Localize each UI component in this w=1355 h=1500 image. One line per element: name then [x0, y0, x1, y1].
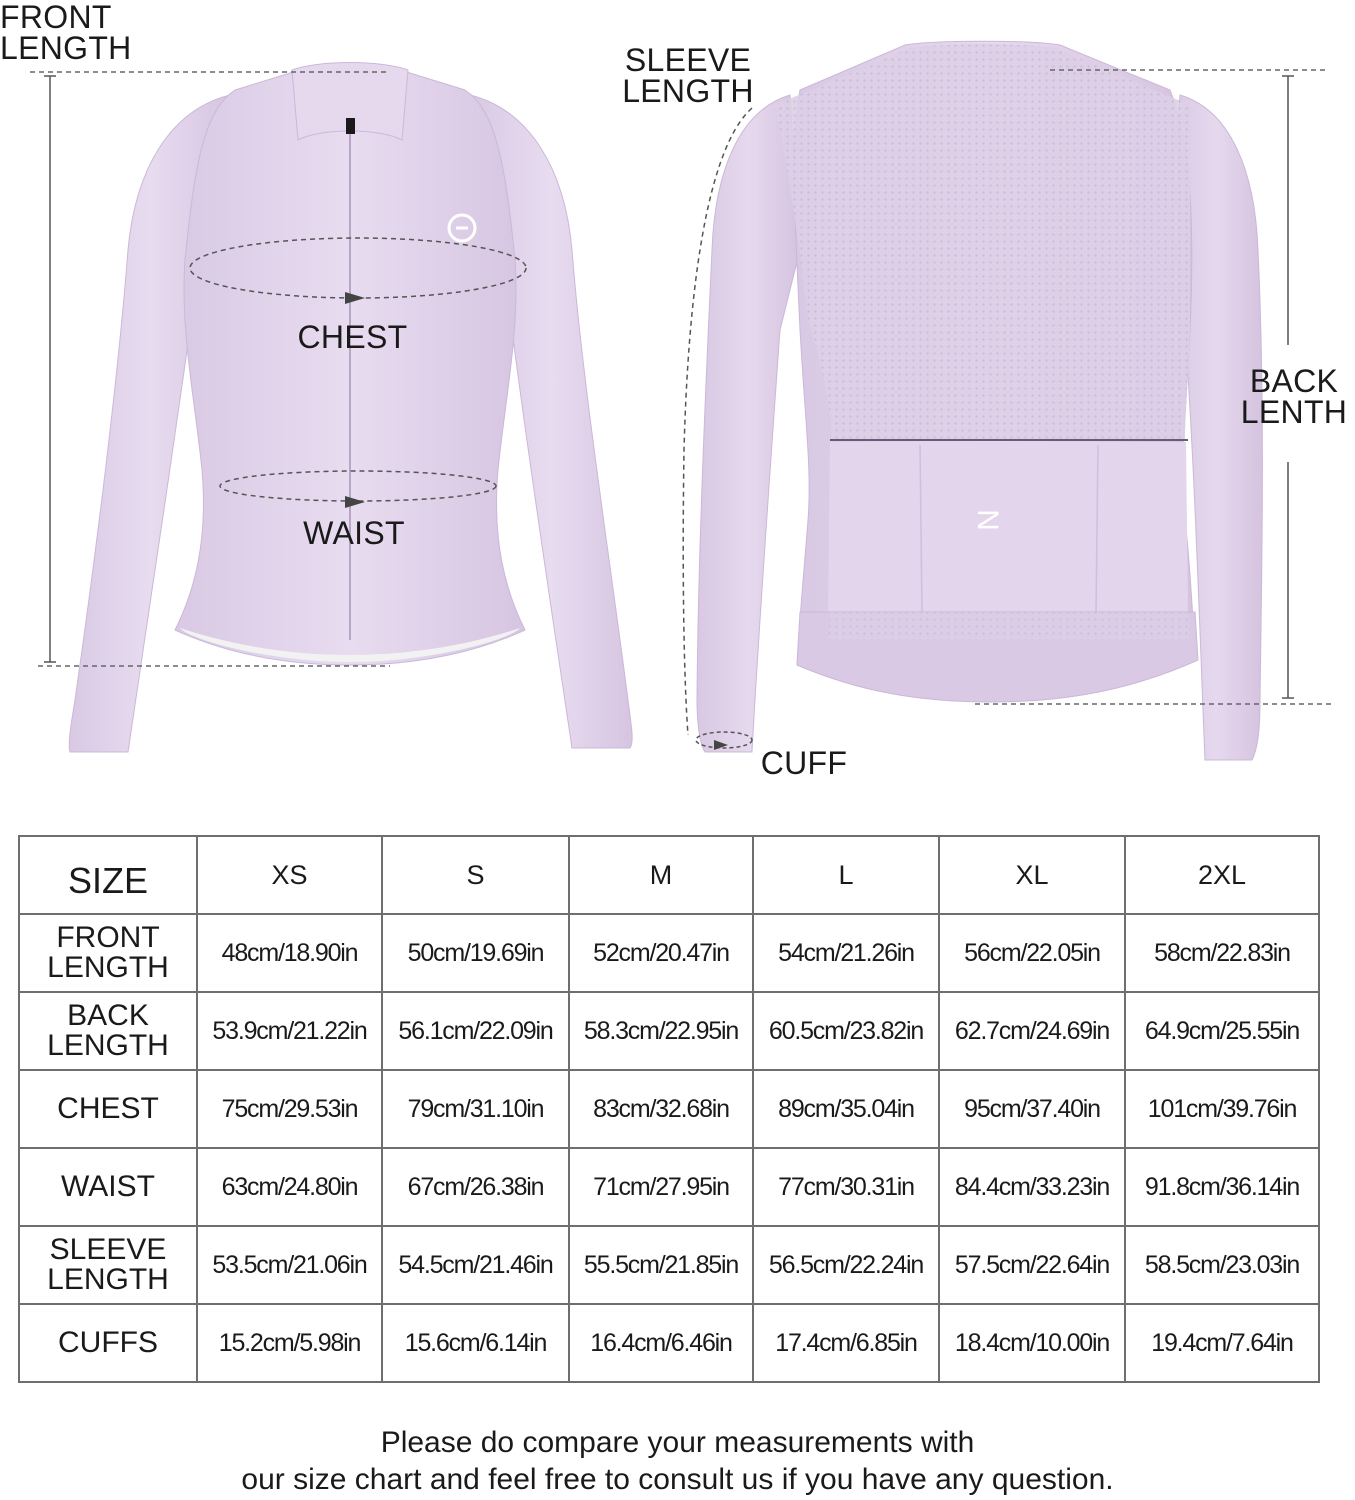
table-row	[19, 1226, 1319, 1304]
measurement-value-cell: 48cm/18.90in	[197, 914, 382, 992]
measurement-value-cell: 57.5cm/22.64in	[939, 1226, 1125, 1304]
back-length-label: BACK LENTH	[1240, 363, 1348, 430]
measurement-value-cell: 71cm/27.95in	[569, 1148, 753, 1226]
measurement-value-cell: 58cm/22.83in	[1125, 914, 1319, 992]
measurement-value-cell: 58.3cm/22.95in	[569, 992, 753, 1070]
measurement-value-cell: 56.1cm/22.09in	[382, 992, 569, 1070]
measurement-value-cell: 52cm/20.47in	[569, 914, 753, 992]
measurement-name-cell: SLEEVE LENGTH	[19, 1226, 197, 1304]
measurement-value-cell: 77cm/30.31in	[753, 1148, 939, 1226]
measurement-value-cell: 91.8cm/36.14in	[1125, 1148, 1319, 1226]
waist-label: WAIST	[303, 515, 405, 551]
measurement-value-cell: 83cm/32.68in	[569, 1070, 753, 1148]
measurement-value-cell: 50cm/19.69in	[382, 914, 569, 992]
chest-label: CHEST	[297, 319, 408, 355]
size-column-header: M	[569, 836, 753, 914]
table-row	[19, 1070, 1319, 1148]
measurement-value-cell: 63cm/24.80in	[197, 1148, 382, 1226]
measurement-value-cell: 17.4cm/6.85in	[753, 1304, 939, 1382]
size-column-header: 2XL	[1125, 836, 1319, 914]
table-row	[19, 1148, 1319, 1226]
measurement-value-cell: 53.5cm/21.06in	[197, 1226, 382, 1304]
measurement-value-cell: 54cm/21.26in	[753, 914, 939, 992]
note-line: Please do compare your measurements with	[380, 1426, 975, 1459]
measurement-name-cell: CHEST	[19, 1070, 197, 1148]
size-chart-table	[18, 835, 1320, 1383]
measurement-value-cell: 16.4cm/6.46in	[569, 1304, 753, 1382]
size-column-header: XS	[197, 836, 382, 914]
measurement-value-cell: 53.9cm/21.22in	[197, 992, 382, 1070]
measurement-value-cell: 101cm/39.76in	[1125, 1070, 1319, 1148]
measurement-value-cell: 55.5cm/21.85in	[569, 1226, 753, 1304]
measurement-name-cell: CUFFS	[19, 1304, 197, 1382]
measurement-value-cell: 62.7cm/24.69in	[939, 992, 1125, 1070]
measurement-value-cell: 75cm/29.53in	[197, 1070, 382, 1148]
measurement-value-cell: 54.5cm/21.46in	[382, 1226, 569, 1304]
measurement-value-cell: 58.5cm/23.03in	[1125, 1226, 1319, 1304]
measurement-value-cell: 67cm/26.38in	[382, 1148, 569, 1226]
front-length-label: FRONT LENGTH	[0, 0, 132, 66]
measurement-name-cell: BACK LENGTH	[19, 992, 197, 1070]
rear-logo-icon: N	[971, 509, 1004, 531]
measurement-name-cell: WAIST	[19, 1148, 197, 1226]
size-note	[0, 1424, 1355, 1498]
measurement-value-cell: 56.5cm/22.24in	[753, 1226, 939, 1304]
size-column-header: XL	[939, 836, 1125, 914]
zipper-pull-icon	[346, 118, 355, 134]
sleeve-length-label: SLEEVE LENGTH	[622, 42, 754, 109]
measurement-value-cell: 18.4cm/10.00in	[939, 1304, 1125, 1382]
measurement-value-cell: 15.2cm/5.98in	[197, 1304, 382, 1382]
measurement-value-cell: 64.9cm/25.55in	[1125, 992, 1319, 1070]
size-header-cell: SIZE	[19, 836, 197, 914]
measurement-value-cell: 95cm/37.40in	[939, 1070, 1125, 1148]
front-jersey	[30, 63, 632, 753]
table-row	[19, 1304, 1319, 1382]
note-line: our size chart and feel free to consult us if you have any question.	[241, 1463, 1114, 1496]
table-row	[19, 914, 1319, 992]
measurement-value-cell: 84.4cm/33.23in	[939, 1148, 1125, 1226]
measurement-value-cell: 56cm/22.05in	[939, 914, 1125, 992]
measurement-name-cell: FRONT LENGTH	[19, 914, 197, 992]
measurement-value-cell: 15.6cm/6.14in	[382, 1304, 569, 1382]
table-header-row	[19, 836, 1319, 914]
table-row	[19, 992, 1319, 1070]
size-column-header: L	[753, 836, 939, 914]
measurement-value-cell: 60.5cm/23.82in	[753, 992, 939, 1070]
measurement-value-cell: 89cm/35.04in	[753, 1070, 939, 1148]
size-column-header: S	[382, 836, 569, 914]
measurement-value-cell: 79cm/31.10in	[382, 1070, 569, 1148]
cuff-label: CUFF	[760, 745, 848, 781]
measurement-value-cell: 19.4cm/7.64in	[1125, 1304, 1319, 1382]
